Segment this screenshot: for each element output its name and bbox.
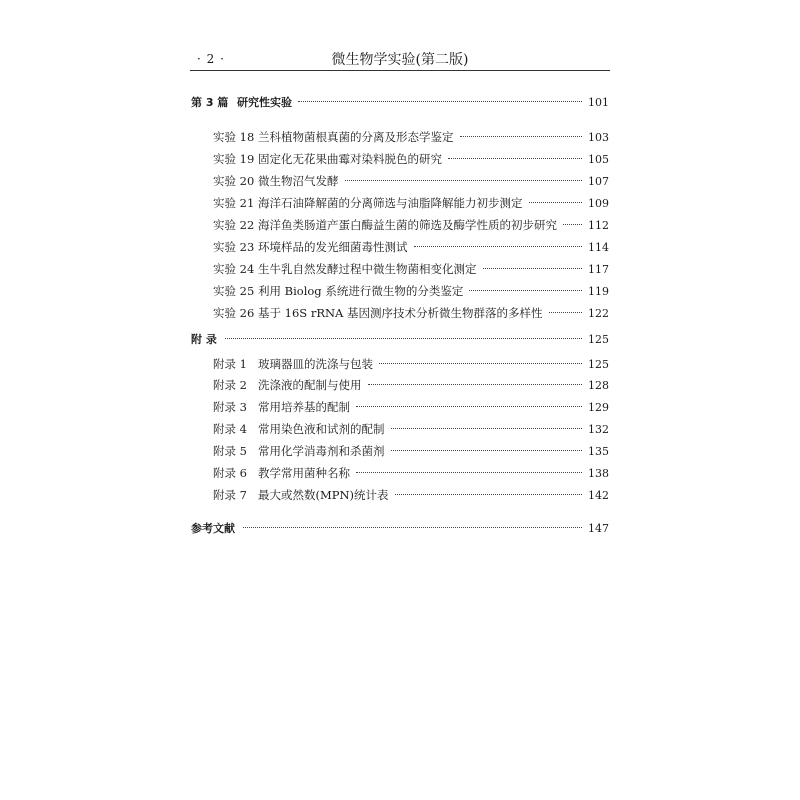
page-number: · 2 · bbox=[197, 52, 225, 66]
toc-entry-row bbox=[213, 150, 608, 168]
toc-title: 研究性实验 bbox=[237, 96, 292, 109]
toc-title: 最大或然数(MPN)统计表 bbox=[258, 488, 389, 502]
toc-part-row bbox=[191, 331, 608, 349]
toc-page-number: 117 bbox=[588, 263, 609, 276]
toc-label: 实验 24 bbox=[213, 262, 255, 276]
toc-title: 生牛乳自然发酵过程中微生物菌相变化测定 bbox=[258, 262, 477, 276]
toc-label: 附录 4 bbox=[213, 422, 247, 436]
toc-label: 实验 22 bbox=[213, 218, 255, 232]
toc-part-row bbox=[191, 520, 608, 538]
toc-label: 实验 20 bbox=[213, 174, 255, 188]
dot-leader bbox=[356, 471, 582, 473]
toc-part-row bbox=[191, 94, 608, 112]
dot-leader bbox=[368, 383, 583, 385]
dot-leader bbox=[345, 179, 583, 181]
dot-leader bbox=[549, 311, 583, 313]
toc-entry-row bbox=[213, 355, 608, 373]
toc-page-number: 128 bbox=[588, 379, 609, 392]
toc-page-number: 125 bbox=[588, 333, 609, 346]
toc-label: 实验 25 bbox=[213, 284, 255, 298]
dot-leader bbox=[298, 100, 582, 102]
toc-page-number: 132 bbox=[588, 423, 609, 436]
toc-title: 常用培养基的配制 bbox=[258, 400, 350, 414]
toc-page-number: 119 bbox=[588, 285, 609, 298]
toc-label: 实验 21 bbox=[213, 196, 255, 210]
running-title: 微生物学实验(第二版) bbox=[331, 52, 469, 68]
toc-title: 教学常用菌种名称 bbox=[258, 466, 350, 480]
toc-page-number: 105 bbox=[588, 153, 609, 166]
toc-title: 基于 16S rRNA 基因测序技术分析微生物群落的多样性 bbox=[258, 306, 543, 320]
toc-label: 附录 7 bbox=[213, 488, 247, 502]
dot-leader bbox=[529, 201, 583, 203]
dot-leader bbox=[448, 157, 582, 159]
dot-leader bbox=[391, 427, 583, 429]
toc-entry-row bbox=[213, 398, 608, 416]
toc-label: 附录 6 bbox=[213, 466, 247, 480]
toc-entry-row bbox=[213, 238, 608, 256]
toc-page-number: 122 bbox=[588, 307, 609, 320]
toc-entry-row bbox=[213, 486, 608, 504]
toc-page-number: 112 bbox=[588, 219, 609, 232]
toc-title: 海洋石油降解菌的分离筛选与油脂降解能力初步测定 bbox=[258, 196, 523, 210]
toc-label: 附录 1 bbox=[213, 357, 247, 371]
toc-entry-row bbox=[213, 172, 608, 190]
toc-entry-row bbox=[213, 420, 608, 438]
toc-label: 实验 19 bbox=[213, 152, 255, 166]
toc-label: 附录 3 bbox=[213, 400, 247, 414]
toc-entry-row bbox=[213, 128, 608, 146]
toc-entry-row bbox=[213, 282, 608, 300]
toc-entry-row bbox=[213, 464, 608, 482]
dot-leader bbox=[391, 449, 583, 451]
dot-leader bbox=[395, 493, 582, 495]
toc-title: 兰科植物菌根真菌的分离及形态学鉴定 bbox=[258, 130, 454, 144]
toc-page-number: 147 bbox=[588, 522, 609, 535]
toc-title: 海洋鱼类肠道产蛋白酶益生菌的筛选及酶学性质的初步研究 bbox=[258, 218, 557, 232]
toc-page-number: 138 bbox=[588, 467, 609, 480]
toc-title: 利用 Biolog 系统进行微生物的分类鉴定 bbox=[258, 284, 464, 298]
dot-leader bbox=[460, 135, 583, 137]
toc-label: 附 录 bbox=[191, 333, 217, 346]
dot-leader bbox=[483, 267, 583, 269]
toc-title: 玻璃器皿的洗涤与包装 bbox=[258, 357, 373, 371]
dot-leader bbox=[469, 289, 582, 291]
toc-title: 固定化无花果曲霉对染料脱色的研究 bbox=[258, 152, 442, 166]
toc-page-number: 129 bbox=[588, 401, 609, 414]
toc-label: 附录 2 bbox=[213, 378, 247, 392]
toc-label: 实验 26 bbox=[213, 306, 255, 320]
dot-leader bbox=[414, 245, 583, 247]
toc-title: 环境样品的发光细菌毒性测试 bbox=[258, 240, 408, 254]
toc-entry-row bbox=[213, 442, 608, 460]
toc-page-number: 103 bbox=[588, 131, 609, 144]
dot-leader bbox=[379, 362, 582, 364]
dot-leader bbox=[243, 526, 582, 528]
toc-title: 常用染色液和试剂的配制 bbox=[258, 422, 385, 436]
toc-label: 参考文献 bbox=[191, 522, 235, 535]
toc-title: 常用化学消毒剂和杀菌剂 bbox=[258, 444, 385, 458]
toc-title: 微生物沼气发酵 bbox=[258, 174, 339, 188]
toc-title: 洗涤液的配制与使用 bbox=[258, 378, 362, 392]
toc-page-number: 101 bbox=[588, 96, 609, 109]
toc-entry-row bbox=[213, 304, 608, 322]
toc-label: 实验 23 bbox=[213, 240, 255, 254]
toc-page-number: 114 bbox=[588, 241, 609, 254]
toc-page-number: 107 bbox=[588, 175, 609, 188]
dot-leader bbox=[225, 337, 582, 339]
dot-leader bbox=[563, 223, 582, 225]
toc-entry-row bbox=[213, 260, 608, 278]
toc-entry-row bbox=[213, 194, 608, 212]
toc-page-number: 109 bbox=[588, 197, 609, 210]
dot-leader bbox=[356, 405, 582, 407]
toc-label: 实验 18 bbox=[213, 130, 255, 144]
toc-label: 附录 5 bbox=[213, 444, 247, 458]
toc-entry-row bbox=[213, 216, 608, 234]
toc-page-number: 135 bbox=[588, 445, 609, 458]
toc-label: 第 3 篇 bbox=[191, 96, 229, 109]
toc-entry-row bbox=[213, 376, 608, 394]
toc-page-number: 142 bbox=[588, 489, 609, 502]
toc-page-number: 125 bbox=[588, 358, 609, 371]
